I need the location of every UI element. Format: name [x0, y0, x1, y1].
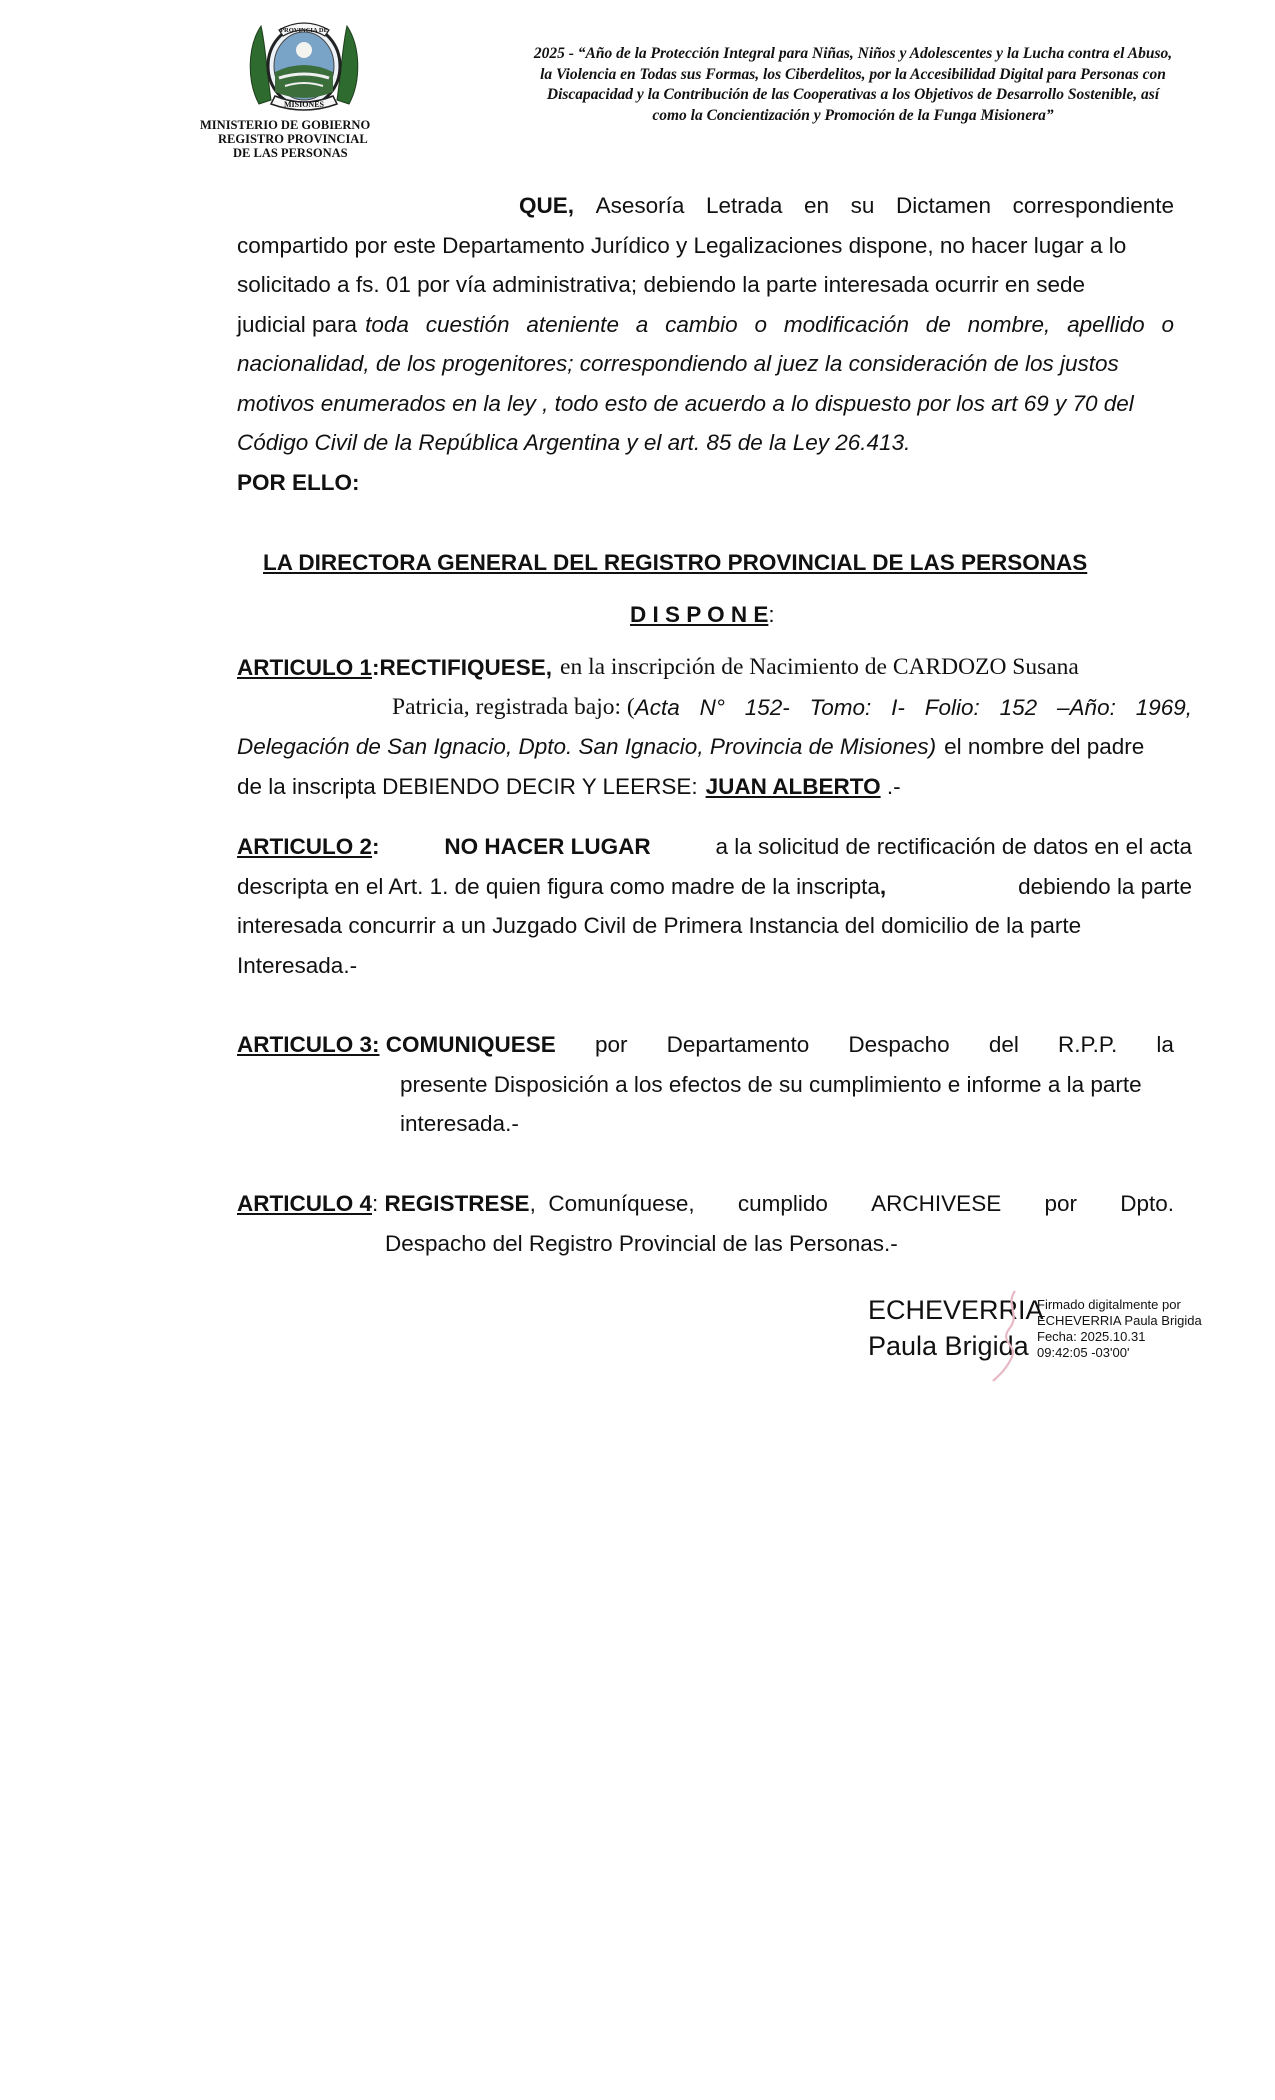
paragraph-line	[237, 648, 1192, 688]
articulo-1	[237, 648, 1192, 806]
word: Despacho	[848, 1032, 950, 1057]
paragraph-line	[237, 727, 1192, 767]
line-text-italic: toda cuestión ateniente a cambio o modificación de nombre, apellido o	[365, 311, 1174, 337]
word: del	[988, 1032, 1019, 1057]
crest-bottom-text: MISIONES	[283, 100, 325, 109]
word: por	[594, 1032, 628, 1057]
word: Dpto.	[1120, 1191, 1174, 1216]
ministry-block	[200, 118, 410, 160]
articulo-keyword: COMUNIQUESE	[385, 1032, 556, 1057]
line-text: de la inscripta DEBIENDO DECIR Y LEERSE:	[237, 773, 698, 799]
line-text: descripta en el Art. 1. de quien figura como madre de la inscripta	[237, 873, 880, 899]
word: en	[803, 193, 829, 218]
paragraph-line	[237, 1025, 1174, 1065]
motto-line: como la Concientización y Promoción de la Funga Misionera”	[652, 106, 1054, 124]
articulo-label: ARTICULO 4	[237, 1191, 372, 1216]
line-text: Interesada.-	[237, 952, 358, 978]
line-text: debiendo la parte	[1018, 873, 1192, 899]
motto-line: 2025 - “Año de la Protección Integral para Niñas, Niños y Adolescentes y la Lucha contra el Abuso,	[533, 45, 1173, 62]
que-label: QUE,	[519, 193, 575, 218]
paragraph-line	[237, 265, 1174, 305]
word: correspondiente	[1012, 193, 1174, 218]
por-ello-label: POR ELLO:	[237, 470, 360, 495]
paragraph-line	[237, 423, 1174, 463]
paragraph-line	[237, 1104, 1174, 1144]
paragraph-line	[237, 305, 1174, 345]
line-text: judicial para	[237, 311, 358, 337]
word: Letrada	[706, 193, 783, 218]
word: la	[1156, 1032, 1174, 1057]
ministry-line: MINISTERIO DE GOBIERNO	[200, 118, 371, 132]
paragraph-line	[237, 1065, 1174, 1105]
ministry-line: DE LAS PERSONAS	[233, 146, 348, 160]
paragraph-line	[237, 906, 1192, 946]
paragraph-line	[237, 1184, 1174, 1224]
articulo-keyword: RECTIFIQUESE,	[379, 655, 553, 680]
line-text-italic: motivos enumerados en la ley , todo esto de acuerdo a lo dispuesto por los art 69 y 70 del	[237, 390, 1134, 416]
line-text: en la inscripción de Nacimiento de CARDOZO Susana	[560, 654, 1079, 680]
dispone-word: D I S P O N E	[630, 602, 769, 627]
paragraph-line	[237, 767, 1192, 807]
articulo-label: ARTICULO 3:	[237, 1032, 380, 1057]
directora-heading: LA DIRECTORA GENERAL DEL REGISTRO PROVINCIAL DE LAS PERSONAS	[263, 550, 1088, 575]
paragraph-line	[237, 688, 1192, 728]
articulo-3	[237, 1025, 1174, 1144]
signature-details	[1037, 1297, 1202, 1361]
signature-detail-line: Firmado digitalmente por	[1037, 1297, 1181, 1312]
line-text: el nombre del padre	[944, 734, 1145, 759]
word: cumplido	[737, 1191, 828, 1216]
line-text-italic: Acta N° 152- Tomo: I- Folio: 152 –Año: 1969,	[634, 694, 1192, 720]
dispone-colon: :	[768, 602, 775, 627]
considerando-paragraph	[237, 186, 1174, 463]
word: Asesoría	[595, 193, 685, 218]
line-text: interesada.-	[400, 1111, 519, 1136]
paragraph-line	[237, 946, 1192, 986]
word: ARCHIVESE	[871, 1191, 1002, 1216]
articulo-colon: :	[372, 1191, 379, 1216]
articulo-keyword: REGISTRESE	[384, 1191, 530, 1216]
line-text-italic: Código Civil de la República Argentina y el art. 85 de la Ley 26.413.	[237, 430, 911, 455]
line-text: a la solicitud de rectificación de datos en el acta	[715, 834, 1192, 859]
paragraph-line	[237, 827, 1192, 867]
word: por	[1044, 1191, 1077, 1216]
line-text-italic: Delegación de San Ignacio, Dpto. San Ignacio, Provincia de Misiones)	[237, 734, 937, 759]
word: , Comuníquese,	[529, 1191, 695, 1216]
signature-given-names: Paula Brigida	[868, 1331, 1029, 1361]
line-text: solicitado a fs. 01 por vía administrativa; debiendo la parte interesada ocurrir en sede	[237, 272, 1085, 297]
word: R.P.P.	[1058, 1032, 1118, 1057]
motto-line: Discapacidad y la Contribución de las Cooperativas a los Objetivos de Desarrollo Sostenible, así	[546, 86, 1160, 103]
paragraph-line	[237, 226, 1174, 266]
crest-top-text: PROVINCIA DE	[280, 27, 328, 34]
year-motto	[503, 44, 1203, 126]
line-comma: ,	[879, 873, 887, 899]
father-name: JUAN ALBERTO	[705, 773, 881, 799]
signature-stroke	[993, 1291, 1015, 1381]
articulo-label: ARTICULO 2	[237, 834, 372, 859]
signature-detail-line: Fecha: 2025.10.31	[1037, 1329, 1146, 1344]
paragraph-line	[237, 1224, 1174, 1264]
articulo-2	[237, 827, 1192, 985]
line-text: presente Disposición a los efectos de su cumplimiento e informe a la parte	[400, 1071, 1142, 1097]
line-end: .-	[880, 773, 901, 799]
signature-flourish-icon	[985, 1285, 1035, 1385]
articulo-4	[237, 1184, 1174, 1263]
signature-surname: ECHEVERRIA	[868, 1295, 1044, 1325]
crest-graphic	[245, 12, 363, 116]
line-text-italic: nacionalidad, de los progenitores; correspondiendo al juez la consideración de los justos	[237, 351, 1119, 376]
paragraph-line	[237, 186, 1174, 226]
paragraph-line	[237, 867, 1192, 907]
signature-detail-line: 09:42:05 -03'00'	[1037, 1345, 1130, 1360]
line-text: interesada concurrir a un Juzgado Civil de Primera Instancia del domicilio de la parte	[237, 913, 1082, 938]
coat-of-arms-icon	[245, 12, 363, 116]
line-text: Patricia, registrada bajo: (	[392, 693, 635, 720]
line-text: Despacho del Registro Provincial de las Personas.-	[385, 1230, 898, 1256]
word: su	[850, 193, 875, 218]
paragraph-line	[237, 344, 1174, 384]
dispone-title	[630, 595, 775, 635]
word: Departamento	[666, 1032, 810, 1057]
ministry-line: REGISTRO PROVINCIAL	[218, 132, 368, 146]
motto-line: la Violencia en Todas sus Formas, los Ciberdelitos, por la Accesibilidad Digital para Personas con	[540, 65, 1166, 83]
word: Dictamen	[895, 193, 992, 218]
line-text: compartido por este Departamento Jurídico y Legalizaciones dispone, no hacer lugar a lo	[237, 232, 1127, 258]
articulo-keyword: NO HACER LUGAR	[444, 834, 651, 859]
signature-detail-line: ECHEVERRIA Paula Brigida	[1037, 1313, 1202, 1328]
articulo-colon: :	[372, 655, 380, 680]
paragraph-line	[237, 384, 1174, 424]
articulo-label: ARTICULO 1	[237, 655, 372, 680]
articulo-colon: :	[372, 834, 380, 859]
